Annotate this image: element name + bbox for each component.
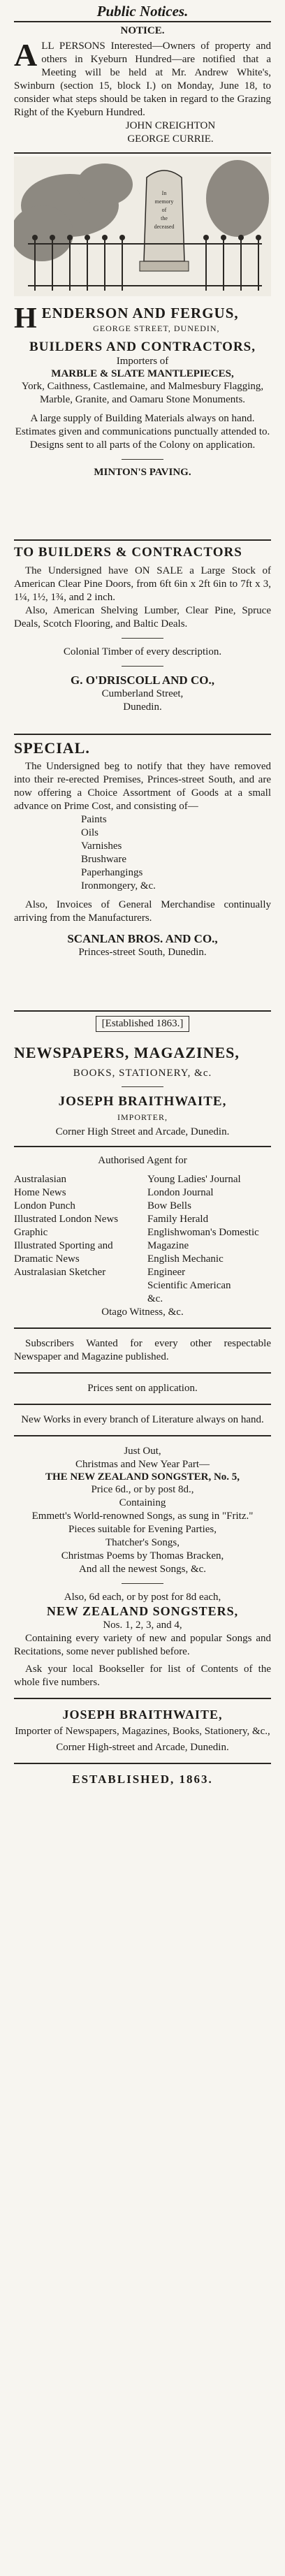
agent-item: &c. <box>147 1293 163 1304</box>
agent-item: London Journal <box>147 1187 214 1198</box>
inscription-line-3: of <box>161 207 167 213</box>
agent-item: Englishwoman's Domestic Magazine <box>147 1227 259 1251</box>
odriscoll-city: Dunedin. <box>123 701 162 713</box>
braithwaite-address: Corner High Street and Arcade, Dunedin. <box>55 1126 230 1137</box>
monument-illustration <box>14 157 271 296</box>
braithwaite-established-2: ESTABLISHED, 1863. <box>72 1773 213 1786</box>
braithwaite-otago: Otago Witness, &c. <box>101 1307 184 1318</box>
agent-list-right <box>147 1173 271 1306</box>
agent-item: Young Ladies' Journal <box>147 1174 241 1185</box>
odriscoll-firm: G. O'DRISCOLL AND CO., <box>71 674 214 687</box>
braithwaite-bracken: Christmas Poems by Thomas Bracken, <box>61 1550 224 1562</box>
agent-item: Scientific American <box>147 1280 231 1291</box>
braithwaite-nos: Nos. 1, 2, 3, and 4, <box>103 1620 182 1631</box>
braithwaite-songsters: NEW ZEALAND SONGSTERS, <box>46 1604 239 1618</box>
agent-item: English Mechanic <box>147 1253 224 1265</box>
odriscoll-shelving: Also, American Shelving Lumber, Clear Pine, Spruce Deals, Scotch Flooring, and Baltic Deals. <box>14 605 271 630</box>
inscription-line-5: deceased <box>154 224 175 230</box>
scanlan-item: Paints <box>81 814 107 825</box>
established-label: [Established 1863.] <box>96 1016 190 1032</box>
braithwaite-prices: Prices sent on application. <box>87 1383 198 1394</box>
braithwaite-rule-5 <box>14 1435 271 1436</box>
scanlan-item: Ironmongery, &c. <box>81 880 156 892</box>
inscription-line-2: memory <box>154 198 174 205</box>
scanlan-items <box>14 813 271 893</box>
braithwaite-name: JOSEPH BRAITHWAITE, <box>58 1094 227 1109</box>
henderson-goods: MARBLE & SLATE MANTLEPIECES, <box>51 368 234 379</box>
agent-list <box>14 1173 271 1306</box>
notice-rule <box>14 152 271 154</box>
notice-signatories <box>14 119 271 146</box>
henderson-firm-name: ENDERSON AND FERGUS, <box>41 305 239 321</box>
agent-item: Illustrated London News <box>14 1214 119 1225</box>
notice-dropcap: A <box>14 37 38 73</box>
scanlan-item: Paperhangings <box>81 867 143 878</box>
braithwaite-rule-7 <box>14 1763 271 1764</box>
agent-item: Bow Bells <box>147 1200 191 1211</box>
henderson-estimates: Estimates given and communications punctually attended to. <box>15 426 270 437</box>
agent-item: Engineer <box>147 1267 186 1278</box>
henderson-paving: MINTON'S PAVING. <box>94 467 191 478</box>
braithwaite-role: IMPORTER, <box>117 1112 168 1122</box>
scanlan-invoices: Also, Invoices of General Merchandise continually arriving from the Manufacturers. <box>14 899 271 924</box>
agent-item: Australasian <box>14 1174 66 1185</box>
scanlan-address: Princes-street South, Dunedin. <box>78 947 207 958</box>
braithwaite-address-2: Corner High-street and Arcade, Dunedin. <box>56 1742 229 1753</box>
braithwaite-rule-4 <box>14 1404 271 1405</box>
notice-body-text: LL PERSONS Interested—Owners of property and others in Kyeburn Hundred—are notified that a Meeting will be held at Mr. Andrew White's, Swinburn (section 15, block I.) on Monday, June 18, to consider what steps should be taken in regard to the Grazing Right of the Kyeburn Hundred. <box>14 41 271 118</box>
braithwaite-new-works: New Works in every branch of Literature always on hand. <box>21 1414 264 1425</box>
braithwaite-rule-3 <box>14 1372 271 1374</box>
scanlan-body: The Undersigned beg to notify that they have removed into their re-erected Premises, Princes-street South, and are now offering a Choice Assortment of Goods at a small advance on Prime Cost, and consisting of— <box>14 761 271 812</box>
braithwaite-thatcher: Thatcher's Songs, <box>105 1537 180 1548</box>
odriscoll-colonial: Colonial Timber of every description. <box>63 646 222 657</box>
scanlan-item: Brushware <box>81 854 126 865</box>
henderson-rule <box>14 539 271 541</box>
henderson-dropcap: H <box>14 303 38 335</box>
braithwaite-containing: Containing <box>119 1497 166 1508</box>
signatory-1: JOHN CREIGHTON <box>125 120 216 131</box>
inscription-line-1: In <box>161 190 167 196</box>
agent-item: Australasian Sketcher <box>14 1267 106 1278</box>
agent-item: Illustrated Sporting and Dramatic News <box>14 1240 113 1265</box>
agent-item: Graphic <box>14 1227 48 1238</box>
scanlan-rule <box>14 1010 271 1012</box>
scanlan-advert <box>14 739 271 959</box>
odriscoll-divider <box>122 638 163 639</box>
braithwaite-emmett: Emmett's World-renowned Songs, as sung in "Fritz." <box>31 1511 254 1522</box>
braithwaite-rule-1 <box>14 1146 271 1147</box>
braithwaite-divider-2 <box>122 1583 163 1584</box>
braithwaite-pieces: Pieces suitable for Evening Parties, <box>68 1524 217 1535</box>
braithwaite-newest: And all the newest Songs, &c. <box>78 1564 207 1575</box>
masthead-title: Public Notices. <box>96 3 189 20</box>
agent-item: Family Herald <box>147 1214 209 1225</box>
braithwaite-divider-1 <box>122 1086 163 1087</box>
signatory-2: GEORGE CURRIE. <box>127 133 214 145</box>
agent-item: Home News <box>14 1187 66 1198</box>
braithwaite-advert <box>14 1044 271 1787</box>
notice-heading: NOTICE. <box>120 25 165 36</box>
agent-item: London Punch <box>14 1200 75 1211</box>
braithwaite-subscribers: Subscribers Wanted for every other respectable Newspaper and Magazine published. <box>14 1338 271 1362</box>
henderson-supply: A large supply of Building Materials always on hand. <box>30 413 255 424</box>
established-block <box>14 1016 271 1032</box>
odriscoll-street: Cumberland Street, <box>101 688 184 699</box>
braithwaite-rule-2 <box>14 1327 271 1329</box>
braithwaite-agent-heading: Authorised Agent for <box>98 1155 187 1166</box>
henderson-flagging: York, Caithness, Castlemaine, and Malmesbury Flagging, <box>21 381 264 392</box>
henderson-trade: BUILDERS AND CONTRACTORS, <box>29 340 256 354</box>
braithwaite-variety: Containing every variety of new and popular Songs and Recitations, some never published before. <box>14 1633 271 1657</box>
odriscoll-sale: The Undersigned have ON SALE a Large Stock of American Clear Pine Doors, from 6ft 6in x 2ft 6in to 7ft x 3, 1¼, 1½, 1¾, and 2 inch. <box>14 565 271 603</box>
braithwaite-subheading: BOOKS, STATIONERY, &c. <box>73 1068 212 1079</box>
odriscoll-divider-2 <box>122 666 163 667</box>
braithwaite-rule-6 <box>14 1698 271 1699</box>
braithwaite-also: Also, 6d each, or by post for 8d each, <box>64 1592 221 1603</box>
notice-body <box>14 37 271 119</box>
henderson-designs: Designs sent to all parts of the Colony on application. <box>29 439 256 451</box>
scanlan-heading: SPECIAL. <box>14 739 90 757</box>
braithwaite-songster: THE NEW ZEALAND SONGSTER, No. 5, <box>45 1471 240 1483</box>
henderson-divider <box>122 459 163 460</box>
henderson-importers: Importers of <box>116 356 169 367</box>
odriscoll-heading: TO BUILDERS & CONTRACTORS <box>14 545 242 560</box>
scanlan-item: Oils <box>81 827 99 838</box>
agent-list-left <box>14 1173 138 1306</box>
henderson-advert <box>14 305 271 479</box>
braithwaite-christmas: Christmas and New Year Part— <box>75 1459 210 1470</box>
henderson-monuments: Marble, Granite, and Oamaru Stone Monuments. <box>39 394 246 405</box>
scanlan-firm: SCANLAN BROS. AND CO., <box>67 932 218 945</box>
masthead-rule <box>14 21 271 22</box>
inscription-line-4: the <box>161 215 168 221</box>
masthead <box>14 3 271 20</box>
braithwaite-name-2: JOSEPH BRAITHWAITE, <box>62 1708 223 1722</box>
braithwaite-price: Price 6d., or by post 8d., <box>91 1484 194 1495</box>
scanlan-item: Varnishes <box>81 841 122 852</box>
braithwaite-ask: Ask your local Bookseller for list of Contents of the whole five numbers. <box>14 1664 271 1688</box>
notice-advert <box>14 25 271 146</box>
odriscoll-advert <box>14 545 271 714</box>
odriscoll-rule <box>14 734 271 735</box>
braithwaite-just-out: Just Out, <box>124 1446 161 1457</box>
monument-engraving <box>14 157 271 296</box>
henderson-address: GEORGE STREET, DUNEDIN, <box>93 323 220 333</box>
braithwaite-heading: NEWSPAPERS, MAGAZINES, <box>14 1044 240 1061</box>
braithwaite-importer-2: Importer of Newspapers, Magazines, Books, Stationery, &c., <box>15 1726 270 1737</box>
